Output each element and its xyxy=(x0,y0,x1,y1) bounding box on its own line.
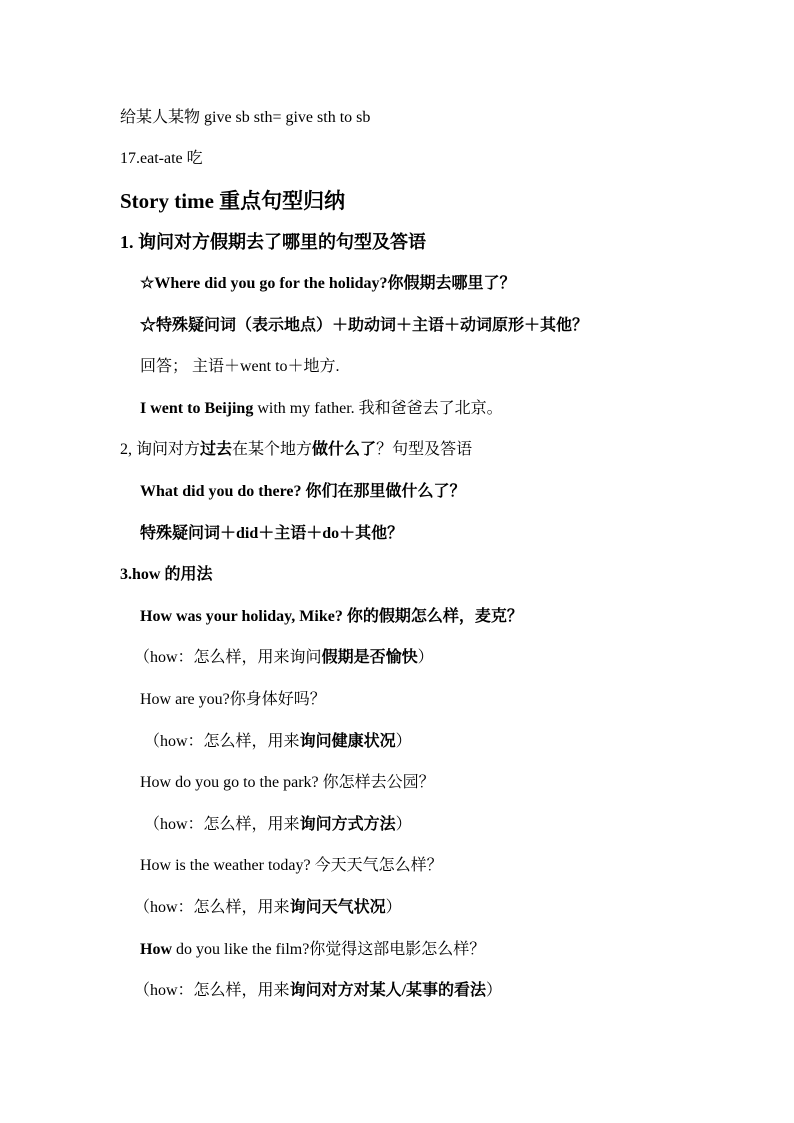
give-phrase-text: 给某人某物 give sb sth= give sth to sb xyxy=(120,109,371,126)
note-weather-part-c: ） xyxy=(385,899,402,916)
pattern-wh-text: ☆特殊疑问词（表示地点）＋助动词＋主语＋动词原形＋其他？ xyxy=(140,317,589,334)
note-holiday-part-b: 假期是否愉快 xyxy=(321,649,418,666)
subheading-2-part-b: 过去 xyxy=(200,441,233,458)
subheading-2-part-c: 在某个地方 xyxy=(232,441,313,458)
note-method-part-a: （how：怎么样，用来 xyxy=(144,816,300,833)
note-how-method xyxy=(144,815,412,835)
example-answer-bold: I went to Beijing xyxy=(140,400,254,417)
example-how-holiday xyxy=(140,607,523,627)
note-holiday-part-a: （how：怎么样，用来询问 xyxy=(134,649,322,666)
note-weather-part-b: 询问天气状况 xyxy=(289,899,386,916)
example-what-question xyxy=(140,482,466,502)
note-health-part-c: ） xyxy=(395,733,412,750)
note-method-part-c: ） xyxy=(395,816,412,833)
note-how-opinion xyxy=(134,981,502,1001)
example-how-park xyxy=(140,773,435,793)
note-method-part-b: 询问方式方法 xyxy=(299,816,396,833)
example-how-are-you-text: How are you?你身体好吗？ xyxy=(140,691,326,708)
note-opinion-part-a: （how：怎么样，用来 xyxy=(134,982,290,999)
example-answer-beijing xyxy=(140,399,503,419)
subheading-1 xyxy=(120,230,426,254)
pattern-did-question xyxy=(140,524,403,544)
eat-ate-line xyxy=(120,149,203,169)
subheading-3-text: 3.how 的用法 xyxy=(120,566,213,583)
subheading-3 xyxy=(120,565,212,585)
pattern-wh-question xyxy=(140,316,588,336)
note-holiday-part-c: ） xyxy=(417,649,434,666)
note-how-weather xyxy=(134,898,402,918)
subheading-2-part-a: 2, 询问对方 xyxy=(120,441,201,458)
example-where-question xyxy=(140,274,516,294)
example-how-holiday-text: How was your holiday, Mike? 你的假期怎么样，麦克？ xyxy=(140,608,523,625)
eat-ate-text: 17.eat-ate 吃 xyxy=(120,150,203,167)
example-what-text: What did you do there? 你们在那里做什么了？ xyxy=(140,483,466,500)
note-health-part-a: （how：怎么样，用来 xyxy=(144,733,300,750)
example-how-park-text: How do you go to the park? 你怎样去公园？ xyxy=(140,774,435,791)
example-film-part-a: How xyxy=(140,941,172,958)
section-heading-story-time xyxy=(120,188,345,214)
subheading-2 xyxy=(120,440,472,460)
example-how-weather-text: How is the weather today? 今天天气怎么样？ xyxy=(140,857,443,874)
example-answer-rest: with my father. 我和爸爸去了北京。 xyxy=(253,400,503,417)
subheading-2-part-e: ？句型及答语 xyxy=(376,441,473,458)
answer-pattern xyxy=(140,357,340,377)
answer-pattern-text: 回答； 主语＋went to＋地方. xyxy=(140,358,340,375)
give-phrase-line xyxy=(120,108,370,128)
example-how-weather xyxy=(140,856,443,876)
example-how-are-you xyxy=(140,690,326,710)
example-film-part-b: do you like the film?你觉得这部电影怎么样？ xyxy=(172,941,486,958)
note-weather-part-a: （how：怎么样，用来 xyxy=(134,899,290,916)
note-how-holiday xyxy=(134,648,434,668)
note-health-part-b: 询问健康状况 xyxy=(299,733,396,750)
subheading-2-part-d: 做什么了 xyxy=(312,441,377,458)
subheading-1-text: 1. 询问对方假期去了哪里的句型及答语 xyxy=(120,232,426,252)
note-opinion-part-c: ） xyxy=(486,982,503,999)
note-how-health xyxy=(144,732,412,752)
section-heading-text: Story time 重点句型归纳 xyxy=(120,189,346,213)
note-opinion-part-b: 询问对方对某人/某事的看法 xyxy=(289,982,487,999)
example-where-text: ☆Where did you go for the holiday?你假期去哪里了？ xyxy=(140,275,516,292)
example-how-film xyxy=(140,940,485,960)
pattern-did-text: 特殊疑问词＋did＋主语＋do＋其他？ xyxy=(140,525,404,542)
